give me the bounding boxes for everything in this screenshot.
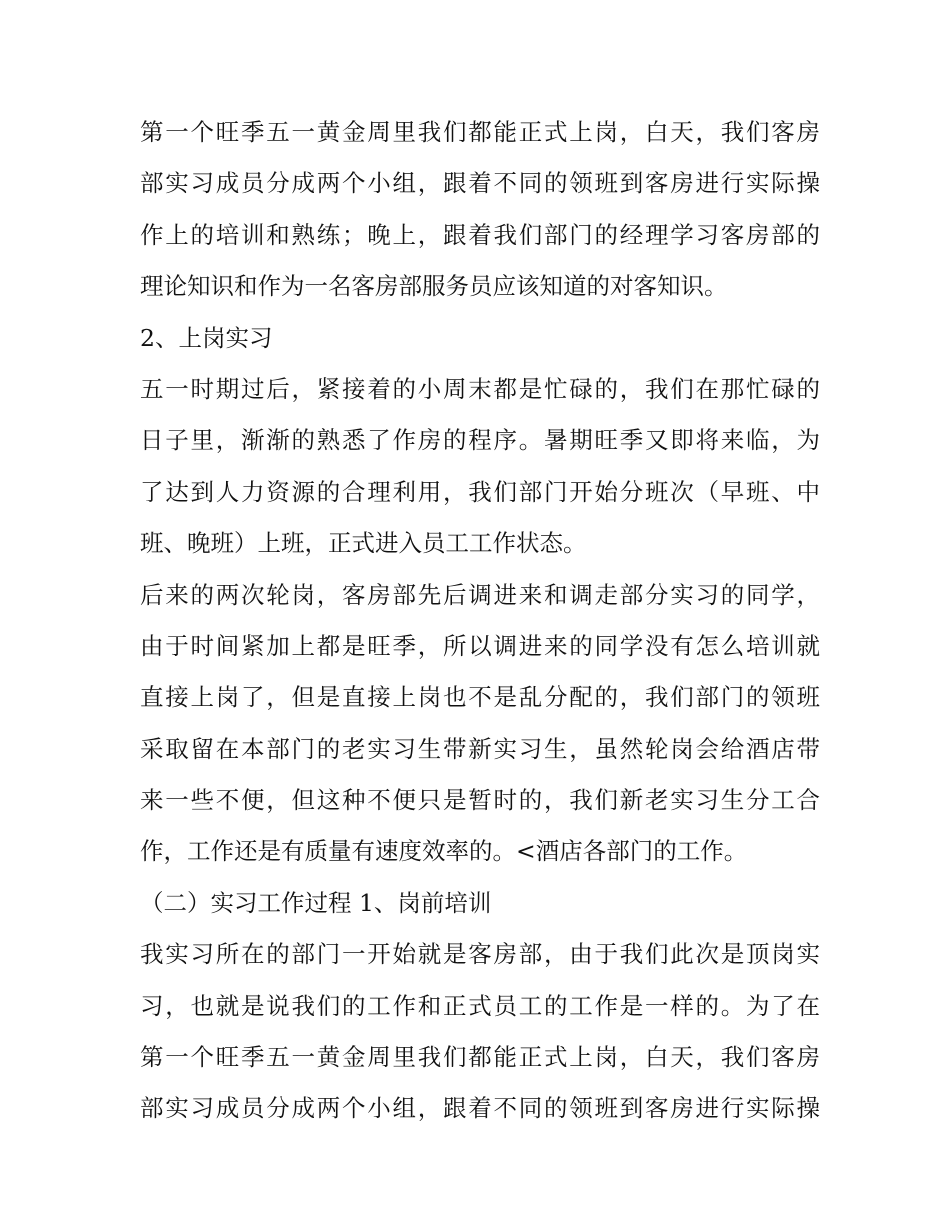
text-line-17: 我实习所在的部门一开始就是客房部，由于我们此次是顶岗实: [140, 940, 820, 969]
text-line-15: 作，工作还是有质量有速度效率的。<酒店各部门的工作。: [140, 837, 748, 866]
text-line-7: 日子里，渐渐的熟悉了作房的程序。暑期旺季又即将来临，为: [140, 426, 820, 455]
text-line-12: 直接上岗了，但是直接上岗也不是乱分配的，我们部门的领班: [140, 683, 820, 712]
text-line-6: 五一时期过后，紧接着的小周末都是忙碌的，我们在那忙碌的: [140, 374, 820, 403]
section-heading-2-1: （二）实习工作过程 1、岗前培训: [140, 888, 492, 917]
text-line-9: 班、晚班）上班，正式进入员工工作状态。: [140, 529, 587, 558]
text-line-3: 作上的培训和熟练；晚上，跟着我们部门的经理学习客房部的: [140, 220, 820, 249]
section-heading-2: 2、上岗实习: [140, 323, 273, 352]
text-line-19: 第一个旺季五一黄金周里我们都能正式上岗，白天，我们客房: [140, 1043, 820, 1072]
text-line-13: 采取留在本部门的老实习生带新实习生，虽然轮岗会给酒店带: [140, 734, 820, 763]
text-line-20: 部实习成员分成两个小组，跟着不同的领班到客房进行实际操: [140, 1094, 820, 1123]
text-line-4: 理论知识和作为一名客房部服务员应该知道的对客知识。: [140, 272, 728, 301]
text-line-10: 后来的两次轮岗，客房部先后调进来和调走部分实习的同学，: [140, 580, 820, 609]
document-body: [140, 107, 820, 1135]
text-line-11: 由于时间紧加上都是旺季，所以调进来的同学没有怎么培训就: [140, 631, 820, 660]
text-line-8: 了达到人力资源的合理利用，我们部门开始分班次（早班、中: [140, 477, 820, 506]
text-line-18: 习，也就是说我们的工作和正式员工的工作是一样的。为了在: [140, 991, 820, 1020]
text-line-1: 第一个旺季五一黄金周里我们都能正式上岗，白天，我们客房: [140, 118, 820, 146]
text-line-14: 来一些不便，但这种不便只是暂时的，我们新老实习生分工合: [140, 786, 820, 815]
text-line-2: 部实习成员分成两个小组，跟着不同的领班到客房进行实际操: [140, 169, 820, 198]
